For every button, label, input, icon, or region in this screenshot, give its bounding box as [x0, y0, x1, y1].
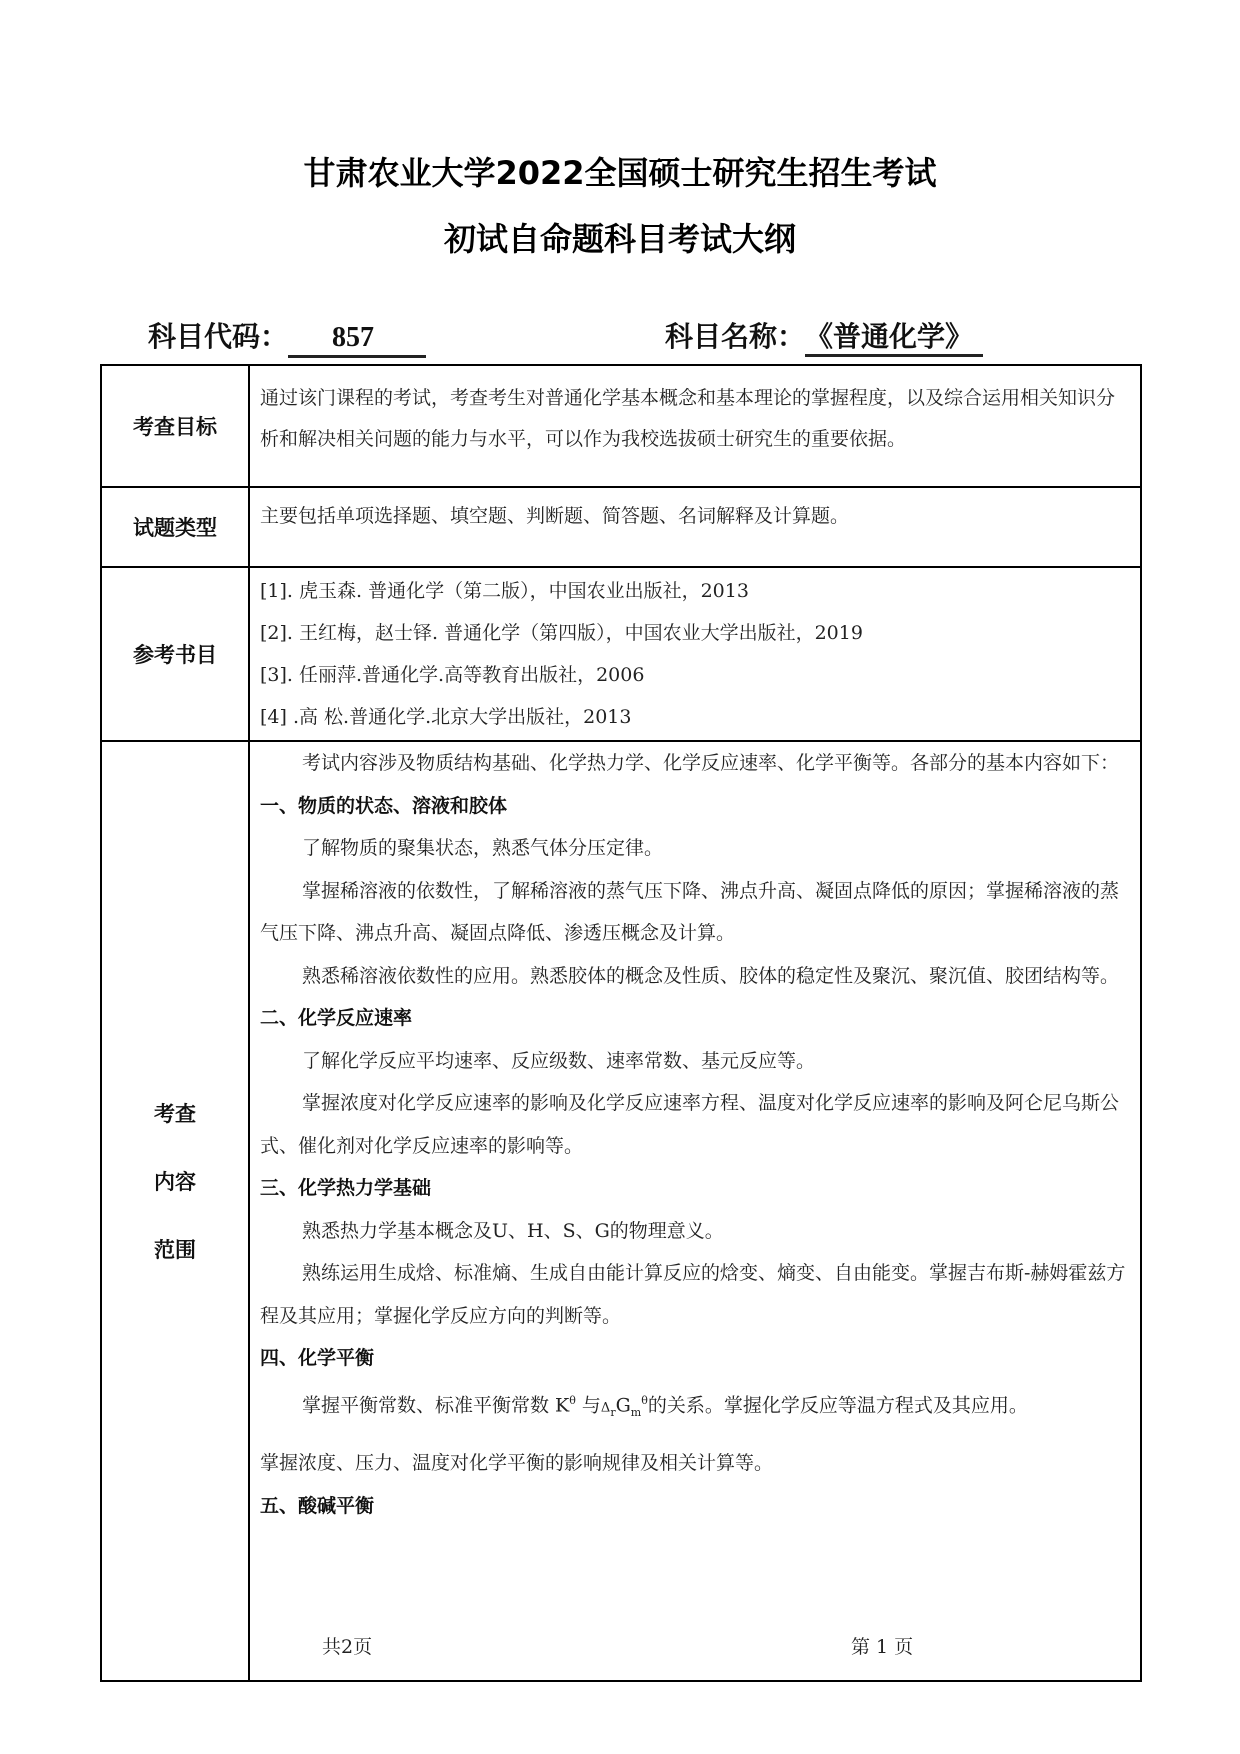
section-paragraph: 掌握浓度、压力、温度对化学平衡的影响规律及相关计算等。	[260, 1452, 774, 1475]
theta-superscript: θ	[641, 1393, 648, 1407]
section-paragraph: 熟练运用生成焓、标准熵、生成自由能计算反应的焓变、熵变、自由能变。掌握吉布斯-赫姆霍兹方程及其应用；掌握化学反应方向的判断等。	[260, 1262, 1126, 1327]
section-paragraph: 掌握稀溶液的依数性，了解稀溶液的蒸气压下降、沸点升高、凝固点降低的原因；掌握稀溶液的蒸气压下降、沸点升高、凝固点降低、渗透压概念及计算。	[260, 879, 1120, 944]
equilibrium-text-start: 掌握平衡常数、标准平衡常数 K	[302, 1393, 570, 1416]
page-number: 第 1 页	[851, 1636, 914, 1658]
equilibrium-text-end: 的关系。掌握化学反应等温方程式及其应用。	[647, 1393, 1028, 1416]
total-pages: 共2页	[322, 1636, 373, 1658]
r-subscript: r	[610, 1405, 616, 1419]
row-label-line: 内容	[154, 1170, 196, 1194]
section-heading: 一、物质的状态、溶液和胶体	[260, 794, 508, 817]
subject-code-value: 857	[288, 321, 426, 358]
row-content	[249, 487, 1141, 567]
row-label: 试题类型	[101, 487, 249, 567]
theta-superscript: θ	[569, 1393, 576, 1407]
subject-name-field	[665, 315, 983, 357]
gibbs-symbol: G	[615, 1393, 631, 1416]
row-label	[101, 741, 249, 1681]
reference-item: [3]. 任丽萍.普通化学.高等教育出版社，2006	[260, 664, 645, 686]
section-paragraph: 掌握浓度对化学反应速率的影响及化学反应速率方程、温度对化学反应速率的影响及阿仑尼乌斯公式、催化剂对化学反应速率的影响等。	[260, 1092, 1120, 1157]
section-heading: 四、化学平衡	[260, 1347, 375, 1369]
table-row-question-types	[101, 487, 1141, 567]
subject-code-label: 科目代码：	[148, 320, 289, 353]
section-paragraph: 了解化学反应平均速率、反应级数、速率常数、基元反应等。	[302, 1049, 816, 1072]
subject-name-value: 《普通化学》	[805, 320, 983, 357]
scope-intro: 考试内容涉及物质结构基础、化学热力学、化学反应速率、化学平衡等。各部分的基本内容如下：	[302, 752, 1120, 774]
question-types-text: 主要包括单项选择题、填空题、判断题、简答题、名词解释及计算题。	[260, 505, 850, 527]
row-label-line: 范围	[154, 1238, 196, 1262]
m-subscript: m	[630, 1405, 642, 1419]
reference-item: [4] .高 松.普通化学.北京大学出版社，2013	[260, 706, 632, 728]
objective-text: 通过该门课程的考试，考查考生对普通化学基本概念和基本理论的掌握程度，以及综合运用相关知识分析和解决相关问题的能力与水平，可以作为我校选拔硕士研究生的重要依据。	[260, 387, 1116, 450]
reference-item: [1]. 虎玉森. 普通化学（第二版），中国农业出版社，2013	[260, 580, 749, 602]
subject-code-field	[148, 315, 426, 358]
subject-name-label: 科目名称：	[665, 320, 806, 353]
table-row-objective	[101, 365, 1141, 487]
section-paragraph: 熟悉稀溶液依数性的应用。熟悉胶体的概念及性质、胶体的稳定性及聚沉、聚沉值、胶团结构等。	[302, 964, 1120, 987]
table-row-references	[101, 567, 1141, 741]
row-label: 考查目标	[101, 365, 249, 487]
section-heading: 五、酸碱平衡	[260, 1494, 375, 1517]
delta-symbol: Δ	[600, 1399, 611, 1415]
document-title-line1: 甘肃农业大学2022全国硕士研究生招生考试	[303, 154, 937, 192]
row-content	[249, 741, 1141, 1681]
equilibrium-text-mid: 与	[575, 1393, 601, 1416]
section-paragraph: 了解物质的聚集状态，熟悉气体分压定律。	[302, 837, 664, 859]
section-paragraph	[260, 1380, 1130, 1435]
section-heading: 三、化学热力学基础	[260, 1177, 432, 1199]
reference-item: [2]. 王红梅，赵士铎. 普通化学（第四版），中国农业大学出版社，2019	[260, 622, 863, 644]
row-label-line: 考查	[154, 1102, 196, 1126]
row-label: 参考书目	[101, 567, 249, 741]
table-row-scope	[101, 741, 1141, 1681]
document-title-line2: 初试自命题科目考试大纲	[443, 220, 796, 258]
syllabus-table	[100, 364, 1142, 1682]
section-heading: 二、化学反应速率	[260, 1007, 413, 1029]
section-paragraph: 熟悉热力学基本概念及U、H、S、G的物理意义。	[302, 1219, 724, 1242]
row-content	[249, 365, 1141, 487]
row-content	[249, 567, 1141, 741]
